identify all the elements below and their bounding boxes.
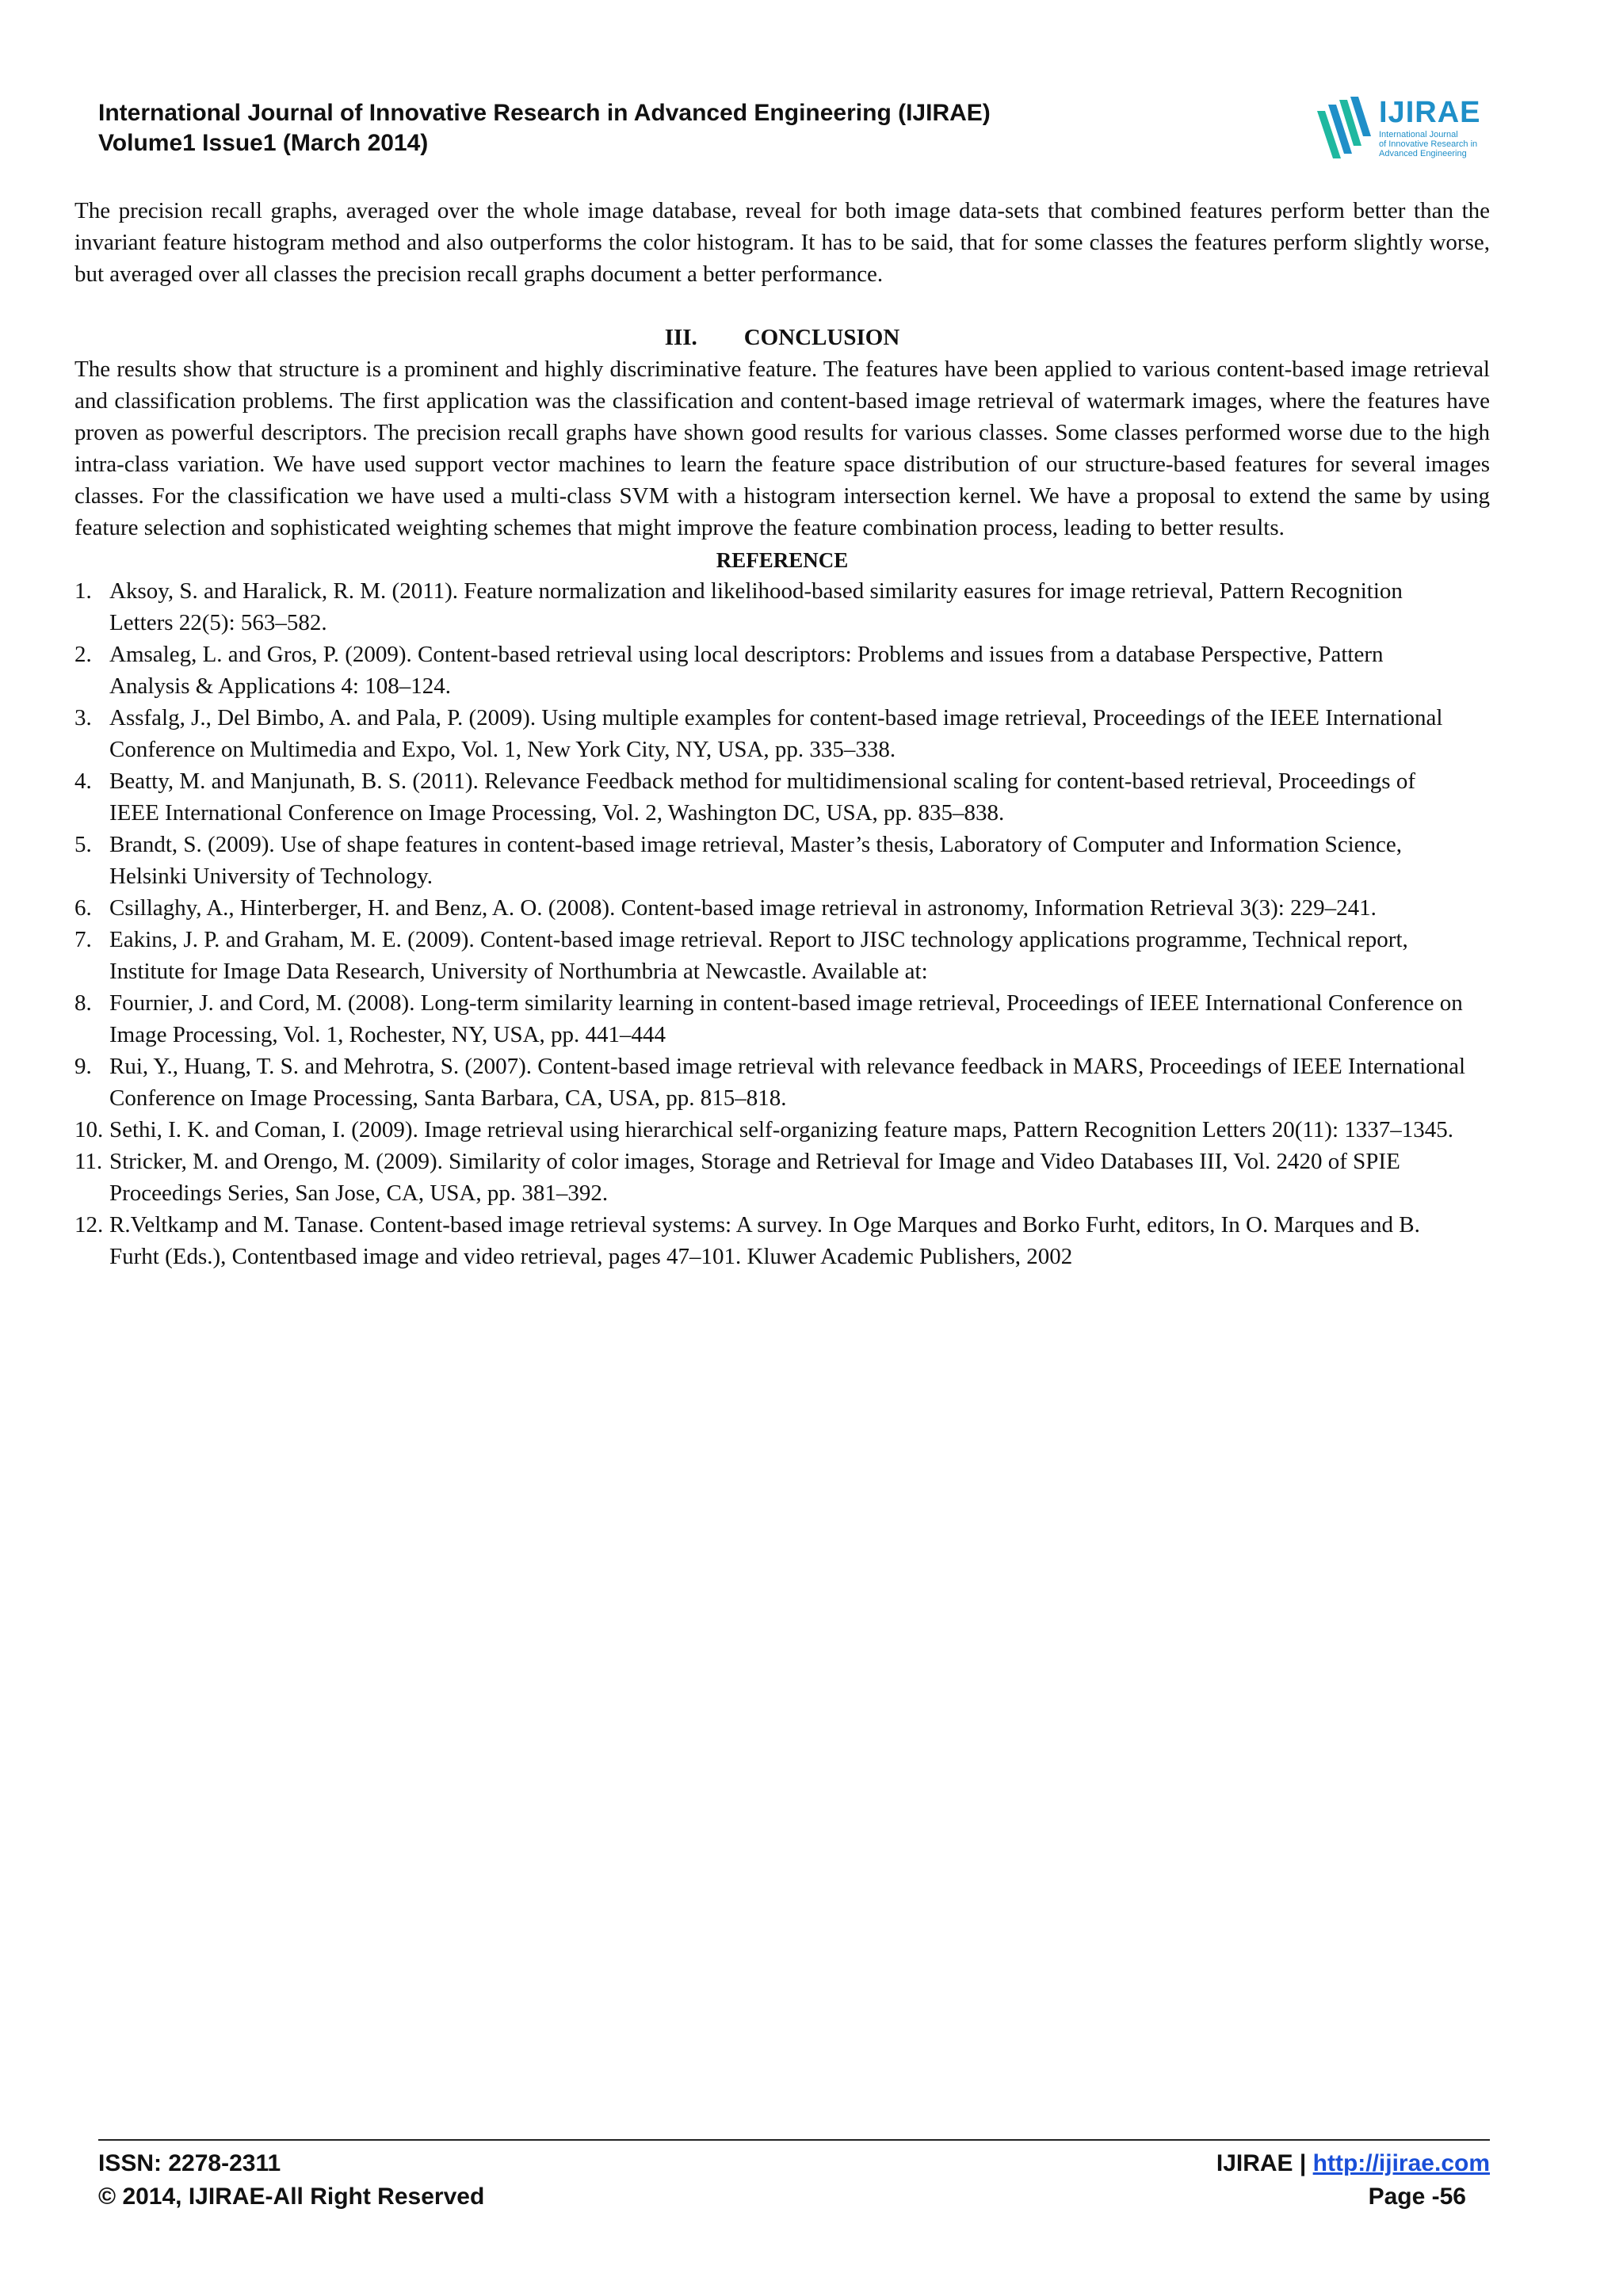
reference-item [74, 575, 1490, 639]
reference-number: 2. [74, 642, 92, 667]
logo-sub-line-1: International Journal [1379, 130, 1458, 139]
intro-paragraph: The precision recall graphs, averaged over the whole image database, reveal for both image data-sets that combined features perform better than the invariant feature histogram method and also outperforms the color histogram. It has to be said, that for some classes the features perform slightly worse, but averaged over all classes the precision recall graphs document a better performance. [74, 198, 1490, 287]
reference-text: Sethi, I. K. and Coman, I. (2009). Image retrieval using hierarchical self-organizing feature maps, Pattern Recognition Letters 20(11): 1337–1345. [109, 1117, 1454, 1142]
conclusion-paragraph: The results show that structure is a prominent and highly discriminative feature. The features have been applied to various content-based image retrieval and classification problems. The first application was the classification and content-based image retrieval of watermark images, where the features have proven as powerful descriptors. The precision recall graphs have shown good results for various classes. Some classes performed worse due to the high intra-class variation. We have used support vector machines to learn the feature space distribution of our structure-based features for several images classes. For the classification we have used a multi-class SVM with a histogram intersection kernel. We have a proposal to extend the same by using feature selection and sophisticated weighting schemes that might improve the feature combination process, leading to better results. [74, 357, 1490, 540]
section-title: CONCLUSION [743, 325, 900, 350]
logo-sub-line-3: Advanced Engineering [1379, 149, 1467, 158]
logo-subtitle [1379, 130, 1490, 158]
reference-number: 6. [74, 895, 92, 921]
page-body [74, 195, 1490, 1272]
reference-item [74, 1146, 1490, 1209]
reference-item [74, 639, 1490, 702]
reference-number: 4. [74, 769, 92, 794]
reference-number: 10. [74, 1117, 104, 1142]
reference-text: Amsaleg, L. and Gros, P. (2009). Content-based retrieval using local descriptors: Problems and issues from a database Perspective, Pattern Analysis & Applications 4: 108–124. [109, 642, 1384, 699]
journal-website-link[interactable]: http://ijirae.com [1312, 2150, 1490, 2176]
reference-number: 7. [74, 927, 92, 952]
reference-text: Assfalg, J., Del Bimbo, A. and Pala, P. (2009). Using multiple examples for content-based image retrieval, Proceedings of the IEEE International Conference on Multimedia and Expo, Vol. 1, New York City, NY, USA, pp. 335–338. [109, 705, 1443, 762]
reference-number: 5. [74, 832, 92, 857]
reference-number: 11. [74, 1149, 103, 1174]
section-number: III. [664, 325, 697, 350]
reference-number: 12. [74, 1212, 104, 1238]
reference-text: Aksoy, S. and Haralick, R. M. (2011). Feature normalization and likelihood-based similarity easures for image retrieval, Pattern Recognition Letters 22(5): 563–582. [109, 578, 1403, 635]
reference-text: Stricker, M. and Orengo, M. (2009). Similarity of color images, Storage and Retrieval for Image and Video Databases III, Vol. 2420 of SPIE Proceedings Series, San Jose, CA, USA, pp. 381–392. [109, 1149, 1400, 1206]
footer-brand: IJIRAE | [1216, 2150, 1313, 2176]
reference-number: 3. [74, 705, 92, 730]
reference-item [74, 1114, 1490, 1146]
reference-text: Brandt, S. (2009). Use of shape features in content-based image retrieval, Master’s thesis, Laboratory of Computer and Information Science, Helsinki University of Technology. [109, 832, 1403, 889]
reference-text: Csillaghy, A., Hinterberger, H. and Benz, A. O. (2008). Content-based image retrieval in astronomy, Information Retrieval 3(3): 229–241. [109, 895, 1377, 921]
page-header [98, 98, 1287, 158]
reference-item [74, 829, 1490, 892]
reference-item [74, 765, 1490, 829]
reference-item [74, 1209, 1490, 1272]
references-heading: REFERENCE [716, 548, 849, 572]
reference-text: Eakins, J. P. and Graham, M. E. (2009). Content-based image retrieval. Report to JISC technology applications programme, Technical report, Institute for Image Data Research, University of Northumbria at Newcastle. Available at: [109, 927, 1408, 984]
footer-site [1216, 2149, 1490, 2179]
reference-item [74, 987, 1490, 1051]
footer-copyright: © 2014, IJIRAE-All Right Reserved [98, 2183, 485, 2210]
reference-number: 1. [74, 578, 92, 604]
reference-list [74, 575, 1490, 1272]
reference-number: 8. [74, 990, 92, 1016]
reference-number: 9. [74, 1054, 92, 1079]
logo-stripes-icon [1314, 95, 1377, 165]
reference-text: Fournier, J. and Cord, M. (2008). Long-term similarity learning in content-based image retrieval, Proceedings of IEEE International Conference on Image Processing, Vol. 1, Rochester, NY, USA, pp. 441–444 [109, 990, 1463, 1047]
footer-page-number: Page -56 [1368, 2183, 1466, 2210]
reference-text: R.Veltkamp and M. Tanase. Content-based image retrieval systems: A survey. In Oge Marques and Borko Furht, editors, In O. Marques and B. Furht (Eds.), Contentbased image and video retrieval, pages 47–101. Kluwer Academic Publishers, 2002 [109, 1212, 1420, 1269]
journal-volume: Volume1 Issue1 (March 2014) [98, 130, 429, 156]
reference-item [74, 1051, 1490, 1114]
footer-issn: ISSN: 2278-2311 [98, 2150, 281, 2176]
reference-text: Beatty, M. and Manjunath, B. S. (2011). Relevance Feedback method for multidimensional scaling for content-based retrieval, Proceedings of IEEE International Conference on Image Processing, Vol. 2, Washington DC, USA, pp. 835–838. [109, 769, 1415, 826]
reference-text: Rui, Y., Huang, T. S. and Mehrotra, S. (2007). Content-based image retrieval with relevance feedback in MARS, Proceedings of IEEE International Conference on Image Processing, Santa Barbara, CA, USA, pp. 815–818. [109, 1054, 1466, 1111]
conclusion-heading [74, 322, 1490, 353]
footer-divider [98, 2139, 1490, 2141]
journal-title: International Journal of Innovative Research in Advanced Engineering (IJIRAE) [98, 100, 991, 126]
reference-item [74, 924, 1490, 987]
logo-name: IJIRAE [1379, 96, 1481, 129]
logo-sub-line-2: of Innovative Research in [1379, 139, 1478, 149]
ijirae-logo [1314, 95, 1490, 165]
reference-item [74, 702, 1490, 765]
reference-item [74, 892, 1490, 924]
